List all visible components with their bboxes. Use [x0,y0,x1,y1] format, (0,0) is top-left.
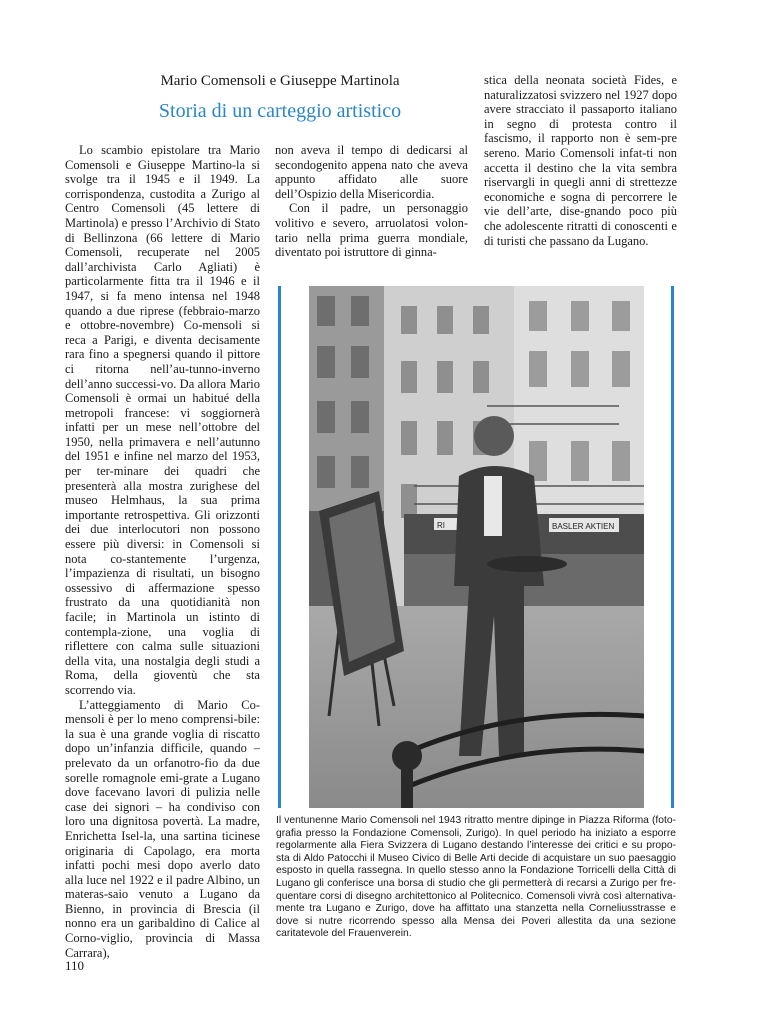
text-column-3 [484,73,677,248]
article-kicker: Mario Comensoli e Giuseppe Martinola [160,73,400,89]
paragraph: non aveva il tempo di dedicarsi al secondogenito appena nato che aveva appunto affidato alle suore dell’Ospizio della Misericordia. [275,143,468,201]
photo-caption: Il ventunenne Mario Comensoli nel 1943 ritratto mentre dipinge in Piazza Riforma (foto-grafia presso la Fondazione Comensoli, Zurigo). In quel periodo ha iniziato a esporre regolarmente alla Fiera Svizzera di Lugano destando l’interesse dei critici e su propo-sta di Aldo Patocchi il Museo Civico di Belle Arti decide di acquistare un suo paesaggio esposto in quella rassegna. In quello stesso anno la Fondazione Torricelli della Città di Lugano gli conferisce una borsa di studio che gli permetterà di recarsi a Zurigo per fre-quentare corsi di disegno architettonico al Politecnico. Comensoli vivrà così alternativa-mente tra Lugano e Zurigo, dove ha affittato una stanzetta nella Corneliusstrasse e dove si nutre ricorrendo spesso alla Mensa dei Poveri allestita da una sezione caritatevole del Frauenverein. [276,815,676,940]
text-column-2 [275,143,468,260]
page-number: 110 [65,958,85,973]
paragraph: L’atteggiamento di Mario Co-mensoli è per lo meno comprensi-bile: la sua è una grande voglia di riscatto dopo un’infanzia difficile, quando – prelevato da un orfanotro-fio da due sorelle romagnole emi-grate a Lugano dove facevano lavori di pulizia nelle case dei signori – ha condiviso con loro una dignitosa povertà. La madre, Enrichetta Isel-la, una sartina ticinese originaria di Capolago, era morta infatti pochi mesi dopo averlo dato alla luce nel 1922 e il padre Albino, un materas-saio venuto a Lugano da Bienno, in provincia di Brescia (il nonno era un garibaldino di Calice al Corno-viglio, provincia di Massa Carrara), [65,697,260,960]
photo-frame-rule-left [278,286,281,808]
paragraph: Lo scambio epistolare tra Mario Comensoli e Giuseppe Martino-la si svolge tra il 1945 e il 1949. La corrispondenza, custodita a Zurigo al Centro Comensoli (45 lettere di Martinola) e presso l’Archivio di Stato di Bellinzona (66 lettere di Mario Comensoli, recuperate nel 2005 dall’archivista Carlo Agliati) è particolarmente fitta tra il 1946 e il 1947, si fa meno intensa nel 1948 quando a due riprese (febbraio-marzo e ottobre-novembre) Co-mensoli si reca a Parigi, e diventa decisamente rara fino a spegnersi quando il pittore ci ritorna nell’au-tunno-inverno dell’anno successi-vo. Da allora Mario Comensoli è ormai un habitué della metropoli francese: vi soggiornerà infatti per un mese nell’ottobre del 1950, nella primavera e nell’autunno del 1951 e infine nel marzo del 1953, per ter-minare dei quadri che presenterà alla mostra zurighese del museo Helmhaus, la sua prima importante retrospettiva. Gli orizzonti dei due interlocutori non possono essere più diversi: in Comensoli si nota co-stantemente l’urgenza, l’impazienza di risultati, un bisogno ossessivo di affermazione spesso frustrato da una quotidianità non facile; in Martinola un istinto di contempla-zione, una voglia di riflettere con calma sulle situazioni della vita, una nostalgia degli studi a Roma, della gioventù che sta scorrendo via. [65,143,260,697]
text-column-1 [65,143,260,960]
article-title: Storia di un carteggio artistico [158,100,402,122]
photo-illustration [309,286,644,808]
historical-photograph [309,286,644,808]
photo-frame-rule-right [671,286,674,808]
shop-sign: BASLER AKTIEN [552,522,615,531]
paragraph: Con il padre, un personaggio volitivo e severo, arruolatosi volon-tario nella prima guerra mondiale, diventato poi istruttore di ginna- [275,201,468,260]
paragraph: stica della neonata società Fides, e naturalizzatosi svizzero nel 1927 dopo avere stracciato il passaporto italiano in segno di protesta contro il fascismo, il rapporto non è sem-pre sereno. Mario Comensoli infat-ti non accetta il destino che la vita sembra riservargli in quegli anni di strettezze economiche e sogna di percorrere le vie dell’arte, dise-gnando poco più che adolescente ritratti di conoscenti e di turisti che passano da Lugano. [484,73,677,248]
shop-sign: RI [437,521,445,530]
